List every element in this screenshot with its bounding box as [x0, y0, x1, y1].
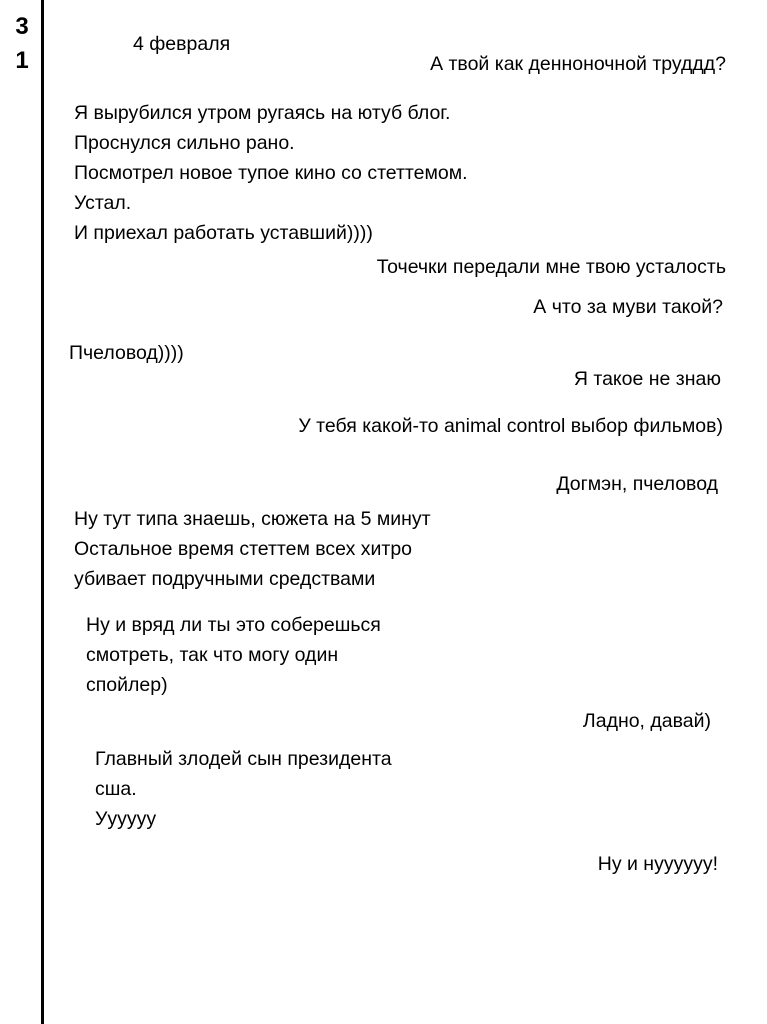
- message-right: [430, 49, 726, 79]
- message-line: сша.: [95, 778, 137, 800]
- message-line: Устал.: [74, 192, 132, 214]
- message-line: Точечки передали мне твою усталость: [376, 256, 726, 278]
- message-line: Остальное время стеттем всех хитро: [74, 538, 413, 560]
- message-line: А что за муви такой?: [533, 296, 723, 318]
- message-left: [74, 98, 468, 248]
- message-right: [574, 364, 721, 394]
- message-left: [95, 744, 392, 834]
- message-line: Главный злодей сын президента: [95, 748, 392, 770]
- page-number-digit: 1: [15, 47, 29, 74]
- message-line: И приехал работать уставший)))): [74, 222, 373, 244]
- message-line: Посмотрел новое тупое кино со стеттемом.: [74, 162, 468, 184]
- message-right: [298, 411, 723, 441]
- message-line: убивает подручными средствами: [74, 568, 376, 590]
- message-line: Ну и нуууууу!: [597, 853, 718, 875]
- message-line: Уууууу: [95, 808, 157, 830]
- message-line: Я вырубился утром ругаясь на ютуб блог.: [74, 102, 451, 124]
- date-label: 4 февраля: [133, 33, 231, 55]
- message-line: Догмэн, пчеловод: [556, 473, 718, 495]
- page-number: [10, 10, 34, 78]
- message-left: [74, 504, 431, 594]
- message-line: спойлер): [86, 674, 168, 696]
- page-number-digit: 3: [15, 13, 29, 40]
- message-line: Проснулся сильно рано.: [74, 132, 295, 154]
- message-line: Пчеловод)))): [69, 342, 184, 364]
- margin-line: [41, 0, 44, 1024]
- message-right: [556, 469, 718, 499]
- message-line: Ну тут типа знаешь, сюжета на 5 минут: [74, 508, 431, 530]
- message-right: [533, 292, 723, 322]
- message-line: Я такое не знаю: [573, 368, 721, 390]
- message-line: Ладно, давай): [582, 710, 711, 732]
- message-right: [377, 252, 726, 282]
- message-right: [583, 706, 711, 736]
- message-line: Ну и вряд ли ты это соберешься: [86, 614, 381, 636]
- message-left: [69, 338, 184, 368]
- message-left: [86, 610, 381, 700]
- message-line: У тебя какой-то animal control выбор фильмов): [298, 415, 723, 437]
- message-line: смотреть, так что могу один: [86, 644, 339, 666]
- message-line: А твой как денноночной труддд?: [430, 53, 726, 75]
- message-right: [598, 849, 718, 879]
